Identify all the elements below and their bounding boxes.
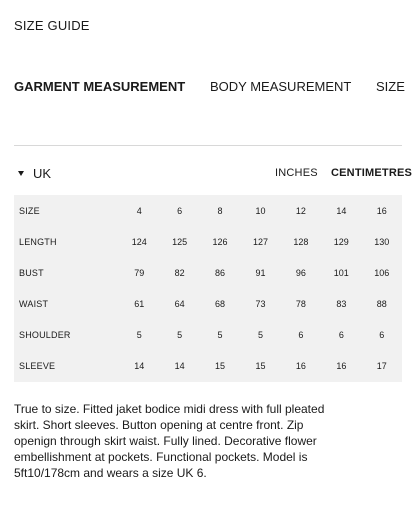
table-cell: 127 — [252, 236, 268, 247]
region-label: UK — [33, 166, 52, 181]
table-cell: 79 — [134, 267, 145, 278]
table-cell: 128 — [293, 236, 309, 247]
table-cell: 8 — [217, 205, 223, 216]
tab-body-measurement[interactable]: BODY MEASUREMENT — [210, 79, 352, 94]
table-cell: 6 — [379, 329, 385, 340]
table-cell: 16 — [336, 360, 347, 371]
caret-down-icon — [18, 171, 24, 176]
page-title: SIZE GUIDE — [14, 18, 90, 33]
table-cell: 78 — [295, 298, 306, 309]
table-cell: 130 — [374, 236, 390, 247]
table-cell: 125 — [172, 236, 188, 247]
row-label: LENGTH — [19, 236, 57, 247]
table-cell: 73 — [255, 298, 266, 309]
table-cell: 15 — [215, 360, 226, 371]
table-cell: 6 — [298, 329, 304, 340]
table-cell: 61 — [134, 298, 145, 309]
tab-size[interactable]: SIZE — [376, 79, 405, 94]
row-label: SHOULDER — [19, 329, 71, 340]
table-cell: 10 — [255, 205, 266, 216]
row-label: SIZE — [19, 205, 40, 216]
table-cell: 14 — [134, 360, 145, 371]
table-cell: 16 — [295, 360, 306, 371]
size-table-body — [14, 195, 402, 381]
table-cell: 6 — [338, 329, 344, 340]
table-cell: 17 — [376, 360, 387, 371]
table-cell: 6 — [177, 205, 183, 216]
size-table — [14, 195, 402, 382]
unit-inches-toggle[interactable]: INCHES — [275, 167, 318, 179]
row-label: BUST — [19, 267, 44, 278]
table-cell: 129 — [333, 236, 349, 247]
table-cell: 88 — [376, 298, 387, 309]
table-cell: 96 — [295, 267, 306, 278]
table-cell: 5 — [136, 329, 142, 340]
table-cell: 124 — [131, 236, 147, 247]
tab-garment-measurement[interactable]: GARMENT MEASUREMENT — [14, 79, 186, 94]
product-description: True to size. Fitted jaket bodice midi dress with full pleated skirt. Short sleeves. Button opening at centre front. Zip openign through skirt waist. Fully lined. Decorative flower embellishment at pockets. Functional pockets. Model is 5ft10/178cm and wears a size UK 6. — [14, 402, 325, 480]
table-cell: 16 — [376, 205, 387, 216]
unit-row — [14, 166, 416, 182]
table-row — [14, 195, 402, 226]
table-cell: 14 — [336, 205, 347, 216]
table-cell: 86 — [215, 267, 226, 278]
table-cell: 64 — [174, 298, 185, 309]
table-cell: 4 — [136, 205, 142, 216]
table-cell: 5 — [177, 329, 183, 340]
table-row — [14, 350, 402, 381]
table-cell: 106 — [374, 267, 390, 278]
table-cell: 83 — [336, 298, 347, 309]
table-cell: 82 — [174, 267, 185, 278]
table-cell: 5 — [257, 329, 263, 340]
table-row — [14, 257, 402, 288]
table-cell: 126 — [212, 236, 228, 247]
table-cell: 91 — [255, 267, 266, 278]
table-cell: 14 — [174, 360, 185, 371]
measurement-tabs — [14, 79, 416, 97]
unit-centimetres-toggle[interactable]: CENTIMETRES — [331, 167, 413, 179]
table-cell: 15 — [255, 360, 266, 371]
region-selector[interactable] — [18, 166, 51, 181]
table-cell: 101 — [333, 267, 349, 278]
table-cell: 12 — [295, 205, 306, 216]
table-cell: 68 — [215, 298, 226, 309]
row-label: WAIST — [19, 298, 49, 309]
divider — [14, 145, 402, 146]
row-label: SLEEVE — [19, 360, 56, 371]
table-row — [14, 226, 402, 257]
table-row — [14, 319, 402, 350]
table-cell: 5 — [217, 329, 223, 340]
table-row — [14, 288, 402, 319]
